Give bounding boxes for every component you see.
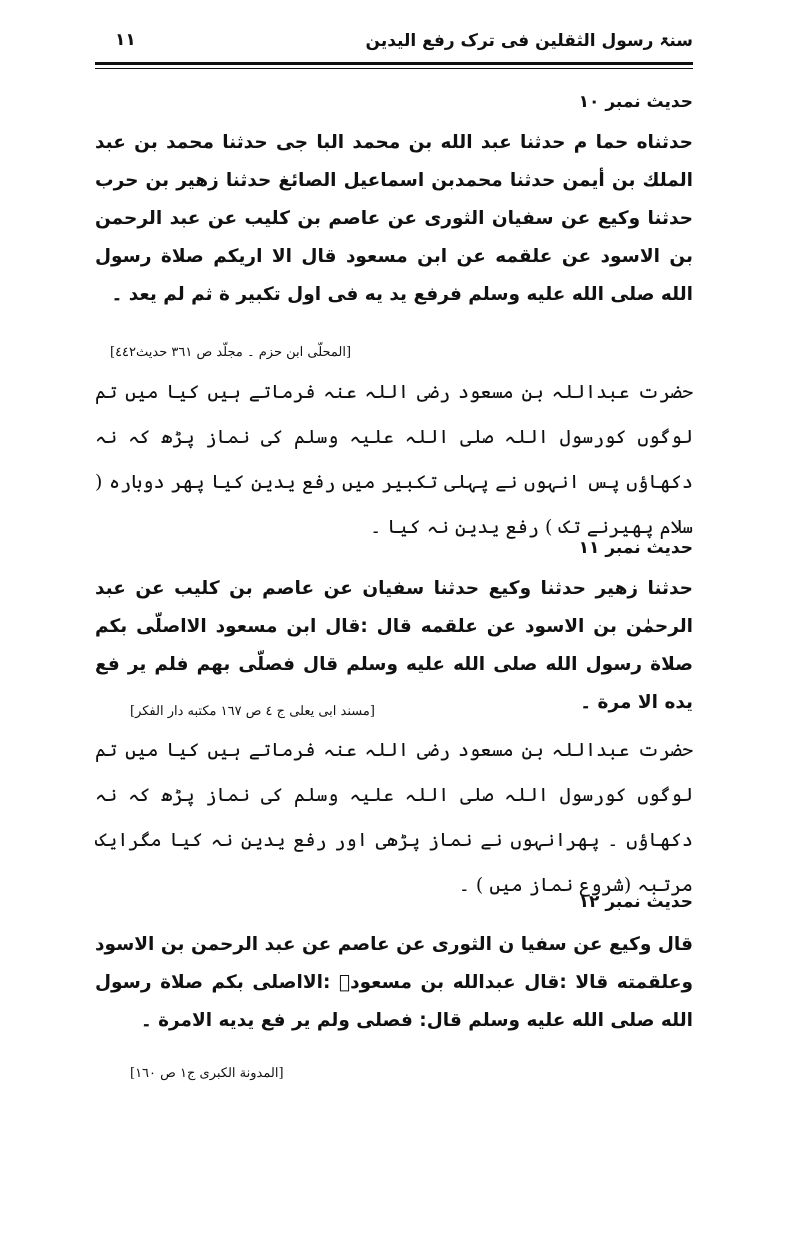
hadith-12-reference: [المدونة الكبرى ج١ ص ١٦٠]	[130, 1066, 284, 1081]
hadith-10-arabic-text: حدثناه حما م حدثنا عبد الله بن محمد البا جی حدثنا محمد بن عبد الملك بن أيمن حدثنا محمدبن اسماعيل الصائغ حدثنا زهير بن حرب حدثنا وكيع عن سفيان الثورى عن عاصم بن كليب عن عبد الرحمن بن الاسود عن علقمه عن ابن مسعود قال الا اريكم صلاة رسول الله صلى الله عليه وسلم فرفع يد يه فى اول تكبير ة ثم لم يعد ۔	[95, 132, 693, 305]
header-rule-thick	[95, 62, 693, 65]
running-title: سنۃ رسول الثقلین فی ترک رفع الیدین	[365, 31, 693, 51]
hadith-10-heading: حدیث نمبر ۱۰	[578, 92, 693, 112]
header-rule-thin	[95, 68, 693, 69]
hadith-11-arabic-text: حدثنا زهير حدثنا وكيع حدثنا سفيان عن عاصم بن كليب عن عبد الرحمٰن بن الاسود عن علقمه قال :قال ابن مسعود الااصلّى بكم صلاة رسول الله صلى الله عليه وسلم قال فصلّى بهم فلم ير فع يده الا مرة ۔	[95, 578, 693, 713]
hadith-10-urdu-translation: حضرت عبداللہ بن مسعود رضی اللہ عنہ فرماتے ہیں کیا میں تم لوگوں کورسول اللہ صلی اللہ علیہ وسلم کی نماز پڑھ کہ نہ دکھاؤں پس انہوں نے پہلی تکبیر میں رفع یدین کیا پھر دوبارہ ( سلام پھیرنے تک ) رفع یدین نہ کیا ۔	[95, 381, 693, 538]
hadith-11-urdu-translation: حضرت عبداللہ بن مسعود رضی اللہ عنہ فرماتے ہیں کیا میں تم لوگوں کورسول اللہ صلی اللہ علیہ وسلم کی نماز پڑھ کہ نہ دکھاؤں ۔ پھرانہوں نے نماز پڑھی اور رفع یدین نہ کیا مگرایک مرتبہ (شروع نماز میں ) ۔	[95, 739, 693, 896]
hadith-12-heading: حدیث نمبر ۱۲	[578, 892, 693, 912]
hadith-11-heading: حدیث نمبر ۱۱	[578, 538, 693, 558]
page-header	[95, 26, 693, 62]
hadith-11-reference: [مسند ابی یعلی ج ٤ ص ١٦٧ مکتبه دار الفکر]	[130, 704, 375, 719]
hadith-10-reference: [المحلّی ابن حزم ۔ مجلّد ص ۳٦۱ حدیث٤٤٢]	[110, 345, 352, 360]
page-number: ۱۱	[115, 30, 136, 50]
hadith-12-arabic-text: قال وكيع عن سفيا ن الثورى عن عاصم عن عبد الرحمن بن الاسود وعلقمته قالا :قال عبدالله بن مسعودؓ :الااصلى بكم صلاة رسول الله صلى الله عليه وسلم قال: فصلى ولم ير فع يديه الامرة ۔	[95, 934, 693, 1031]
